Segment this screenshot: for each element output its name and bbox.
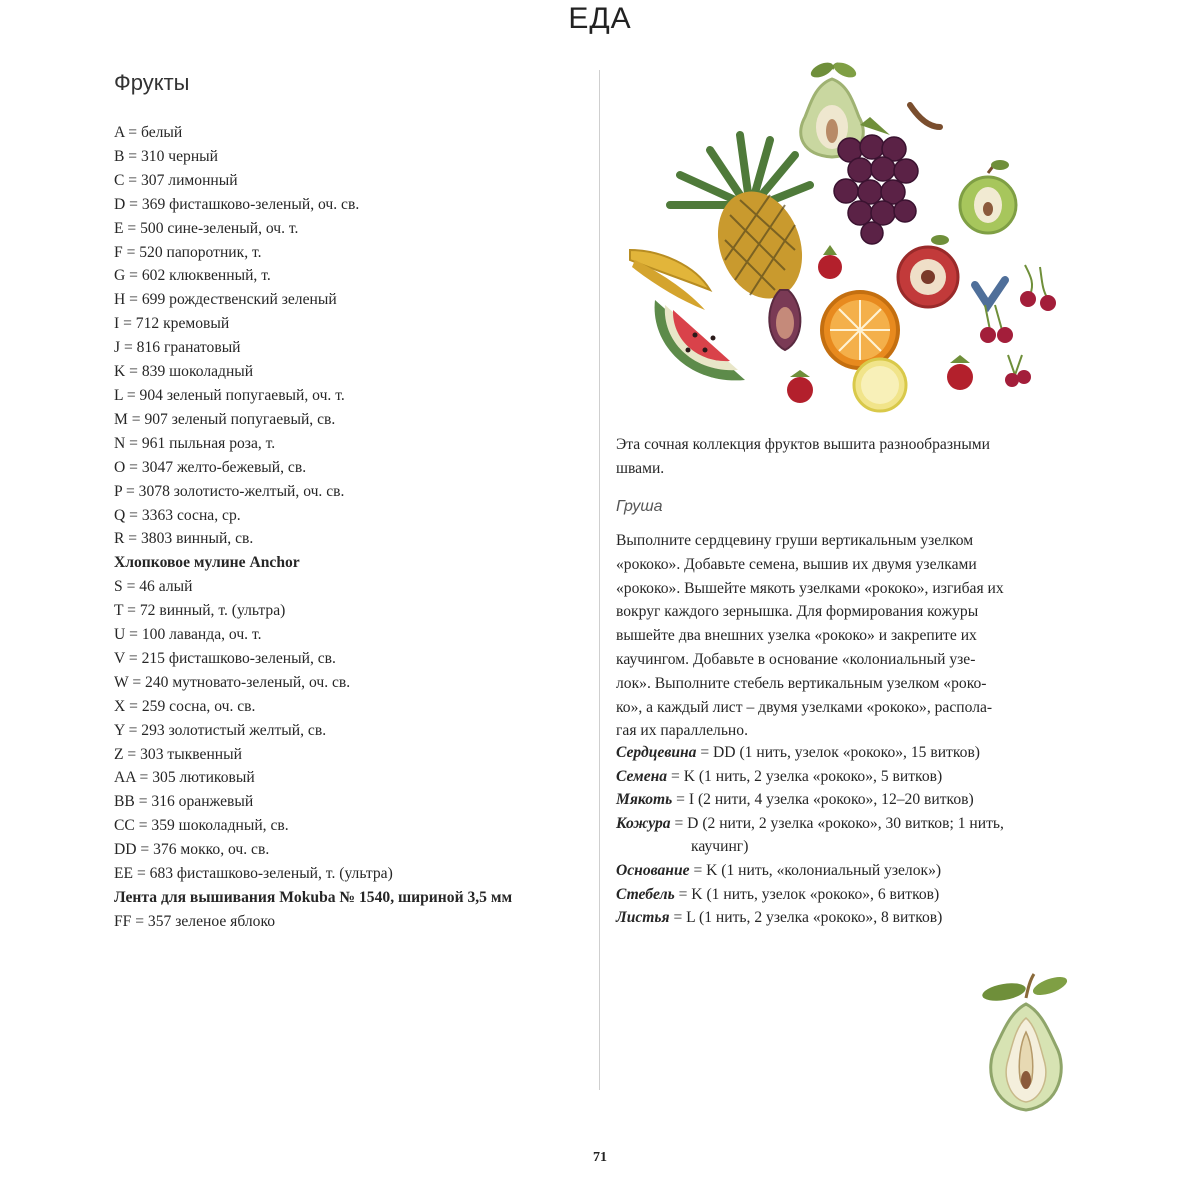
pomegranate-embroidery bbox=[898, 235, 958, 307]
spec-value: каучинг) bbox=[691, 838, 749, 856]
spec-label: Листья bbox=[616, 909, 670, 927]
legend-item: R = 3803 винный, св. bbox=[114, 530, 254, 548]
legend-item: BB = 316 оранжевый bbox=[114, 793, 254, 811]
legend-item: N = 961 пыльная роза, т. bbox=[114, 434, 276, 452]
legend-item: V = 215 фисташково-зеленый, св. bbox=[114, 649, 336, 667]
legend-item: Y = 293 золотистый желтый, св. bbox=[114, 721, 327, 739]
legend-item: I = 712 кремовый bbox=[114, 315, 230, 333]
legend-item: G = 602 клюквенный, т. bbox=[114, 267, 271, 285]
spec-line bbox=[616, 859, 1106, 883]
caption-line: швами. bbox=[616, 460, 665, 477]
legend-heading: Лента для вышивания Mokuba № 1540, шириной 3,5 мм bbox=[114, 889, 513, 906]
legend-item: Z = 303 тыквенный bbox=[114, 745, 242, 763]
legend-item: L = 904 зеленый попугаевый, оч. т. bbox=[114, 386, 345, 404]
legend-item: AA = 305 лютиковый bbox=[114, 769, 255, 787]
legend-item: C = 307 лимонный bbox=[114, 171, 238, 189]
legend-item: D = 369 фисташково-зеленый, оч. св. bbox=[114, 195, 360, 213]
instruction-line: каучингом. Добавьте в основание «колониальный узе- bbox=[616, 650, 976, 668]
pear-instructions bbox=[616, 529, 1086, 743]
section-title: Фрукты bbox=[114, 70, 190, 95]
fig-embroidery bbox=[769, 290, 800, 350]
spec-label: Сердцевина bbox=[616, 744, 697, 761]
legend-item: P = 3078 золотисто-желтый, оч. св. bbox=[114, 482, 345, 500]
instruction-line: ко», а каждый лист – двумя узелками «рококо», распола- bbox=[616, 698, 993, 716]
legend-item: E = 500 сине-зеленый, оч. т. bbox=[114, 219, 299, 237]
pear-stitch-specs bbox=[616, 741, 1106, 930]
spec-value: = K (1 нить, 2 узелка «рококо», 5 витков) bbox=[667, 767, 943, 785]
legend-item: M = 907 зеленый попугаевый, св. bbox=[114, 410, 336, 428]
spec-value: = K (1 нить, узелок «рококо», 6 витков) bbox=[674, 885, 940, 903]
lemon-slice-embroidery bbox=[854, 359, 906, 411]
spec-line bbox=[616, 835, 1106, 859]
spec-line bbox=[616, 883, 1106, 907]
legend-item: EE = 683 фисташково-зеленый, т. (ультра) bbox=[114, 865, 393, 883]
legend-item: J = 816 гранатовый bbox=[114, 339, 241, 357]
orange-slice-embroidery bbox=[822, 292, 898, 368]
instruction-line: лок». Выполните стебель вертикальным узелком «роко- bbox=[616, 674, 987, 692]
instruction-line: вышейте два внешних узелка «рококо» и закрепите их bbox=[616, 627, 977, 645]
spec-value: = D (2 нити, 2 узелка «рококо», 30 витков; 1 нить, bbox=[670, 814, 1004, 832]
banana-embroidery bbox=[630, 250, 710, 310]
spec-label: Кожура bbox=[616, 814, 671, 832]
caption-line: Эта сочная коллекция фруктов вышита разнообразными bbox=[616, 436, 991, 453]
instruction-line: «рококо». Вышейте мякоть узелками «рококо», изгибая их bbox=[616, 579, 1004, 597]
spec-value: = DD (1 нить, узелок «рококо», 15 витков) bbox=[696, 744, 980, 761]
legend-item: B = 310 черный bbox=[114, 147, 219, 165]
legend-item: X = 259 сосна, оч. св. bbox=[114, 697, 256, 715]
legend-item: A = белый bbox=[114, 124, 183, 141]
legend-item: DD = 376 мокко, оч. св. bbox=[114, 841, 270, 859]
cherries-embroidery bbox=[975, 265, 1056, 387]
legend-heading: Хлопковое мулине Anchor bbox=[114, 554, 300, 572]
spec-line bbox=[616, 741, 1106, 765]
spec-value: = K (1 нить, «колониальный узелок») bbox=[689, 861, 942, 879]
pear-sketch-illustration bbox=[968, 968, 1088, 1118]
legend-item: FF = 357 зеленое яблоко bbox=[114, 912, 276, 930]
spec-label: Основание bbox=[616, 861, 690, 879]
legend-item: T = 72 винный, т. (ультра) bbox=[114, 602, 286, 620]
spec-line bbox=[616, 812, 1106, 836]
instruction-line: Выполните сердцевину груши вертикальным узелком bbox=[616, 532, 974, 549]
legend-item: CC = 359 шоколадный, св. bbox=[114, 817, 289, 835]
spec-line bbox=[616, 906, 1106, 930]
instruction-line: гая их параллельно. bbox=[616, 722, 748, 740]
spec-label: Стебель bbox=[616, 885, 675, 903]
page-number: 71 bbox=[593, 1150, 607, 1165]
legend-item: F = 520 папоротник, т. bbox=[114, 243, 262, 261]
spec-line bbox=[616, 765, 1106, 789]
legend-item: U = 100 лаванда, оч. т. bbox=[114, 626, 262, 644]
legend-item: Q = 3363 сосна, ср. bbox=[114, 506, 241, 524]
legend-item: S = 46 алый bbox=[114, 578, 193, 596]
legend-item: O = 3047 желто-бежевый, св. bbox=[114, 458, 307, 476]
instruction-line: «рококо». Добавьте семена, вышив их двумя узелками bbox=[616, 555, 977, 573]
instruction-line: вокруг каждого зернышка. Для формирования кожуры bbox=[616, 603, 979, 621]
page-header: ЕДА bbox=[568, 2, 632, 35]
legend-item: H = 699 рождественский зеленый bbox=[114, 291, 337, 309]
pear-subheading: Груша bbox=[616, 498, 663, 515]
legend-item: W = 240 мутновато-зеленый, оч. св. bbox=[114, 673, 351, 691]
spec-label: Мякоть bbox=[616, 791, 673, 809]
spec-value: = L (1 нить, 2 узелка «рококо», 8 витков) bbox=[669, 909, 943, 927]
thread-color-legend bbox=[114, 121, 594, 934]
apple-embroidery bbox=[960, 160, 1016, 233]
column-divider bbox=[599, 70, 600, 1090]
spec-line bbox=[616, 788, 1106, 812]
illustration-caption bbox=[616, 433, 1086, 481]
spec-label: Семена bbox=[616, 767, 668, 785]
legend-item: K = 839 шоколадный bbox=[114, 363, 254, 381]
fruit-embroidery-illustration bbox=[610, 55, 1090, 425]
watermelon-embroidery bbox=[655, 300, 745, 380]
spec-value: = I (2 нити, 4 узелка «рококо», 12–20 витков) bbox=[672, 791, 974, 809]
